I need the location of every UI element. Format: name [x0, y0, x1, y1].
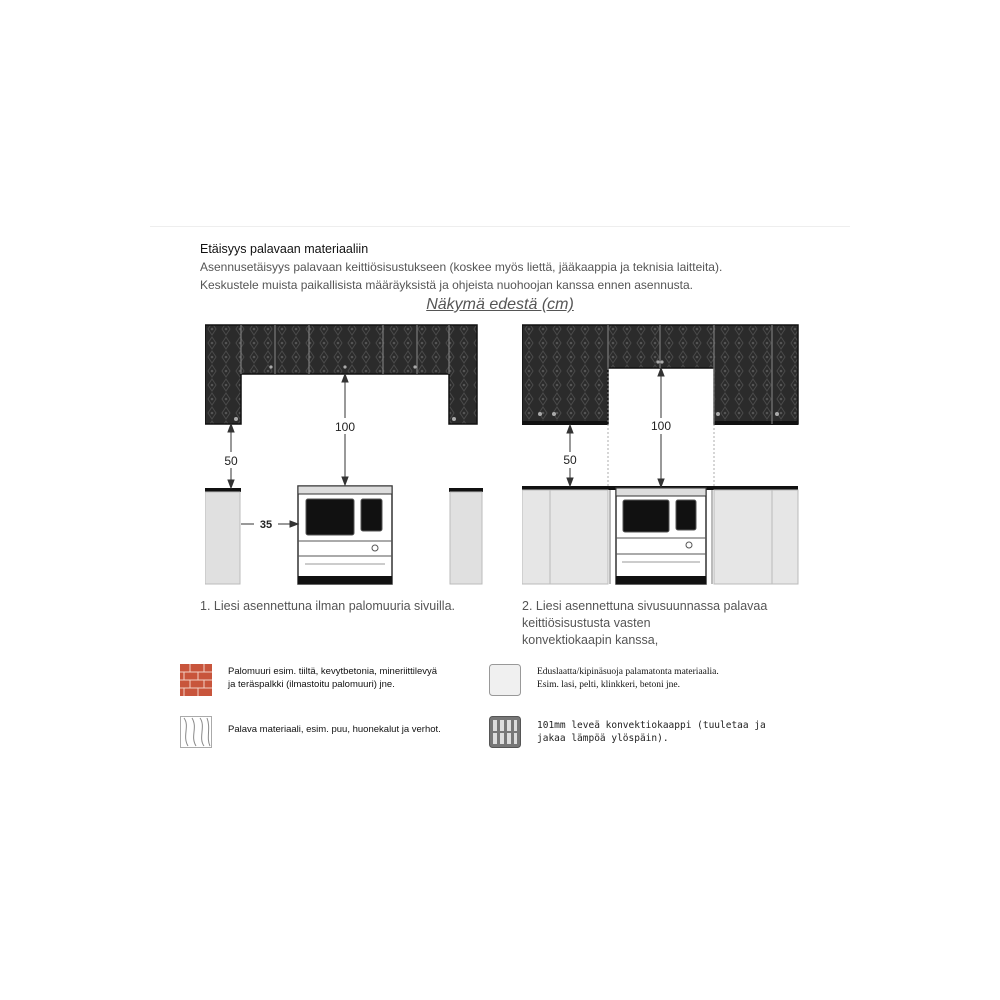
diagram1-caption: 1. Liesi asennettuna ilman palomuuria sivuilla. [200, 599, 456, 613]
combustible-material-swatch [180, 716, 212, 748]
stove [298, 486, 392, 584]
dimension-gap-label: 35 [259, 519, 273, 531]
diagram2-caption-line-3: konvektiokaapin kanssa, [522, 633, 659, 647]
legend-firewall [228, 665, 478, 691]
top-divider [150, 226, 850, 227]
non-combustible-base-swatch [489, 664, 521, 696]
legend-base-line-2: Esim. lasi, pelti, klinkkeri, betoni jne. [537, 680, 681, 690]
convection-cabinet-swatch [489, 716, 521, 748]
intro-line-2: Keskustele muista paikallisista määräyksistä ja ohjeista nuohoojan kanssa ennen asennusta. [200, 278, 693, 292]
legend-convection-line-2: jakaa lämpöä ylöspäin). [537, 733, 669, 744]
diagram2-caption-line-2: keittiösisustusta vasten [522, 616, 651, 630]
legend-firewall-line-1: Palomuuri esim. tiiltä, kevytbetonia, mineriittilevyä [228, 666, 438, 677]
upper-cabinets [205, 325, 477, 424]
brick-firewall-swatch [180, 664, 212, 696]
stove [616, 488, 706, 584]
section-title: Etäisyys palavaan materiaaliin [200, 242, 369, 256]
intro-line-1: Asennusetäisyys palavaan keittiösisustukseen (koskee myös liettä, jääkaappia ja teknisia laitteita). [200, 260, 723, 274]
diagram-without-firewall [205, 322, 485, 590]
legend-base-line-1: Eduslaatta/kipinäsuoja palamatonta materiaalia. [537, 667, 719, 677]
diagram2-caption-line-1: 2. Liesi asennettuna sivusuunnassa palavaa [522, 599, 768, 613]
dimension-side-label: 50 [224, 454, 238, 468]
dimension-top-label: 100 [334, 420, 356, 434]
legend-base-plate [537, 666, 797, 692]
diagram-with-convection-cabinet [522, 322, 802, 590]
legend-combustible: Palava materiaali, esim. puu, huonekalut ja verhot. [228, 724, 441, 735]
dimension-top-label: 100 [650, 419, 672, 433]
legend-convection [537, 719, 797, 745]
legend-firewall-line-2: ja teräspalkki (ilmastoitu palomuuri) jne. [228, 679, 395, 690]
view-heading [0, 296, 1000, 314]
legend-convection-line-1: 101mm leveä konvektiokaappi (tuuletaa ja [537, 720, 766, 731]
view-heading-text: Näkymä edestä (cm) [426, 296, 574, 313]
dimension-side-label: 50 [563, 453, 577, 467]
